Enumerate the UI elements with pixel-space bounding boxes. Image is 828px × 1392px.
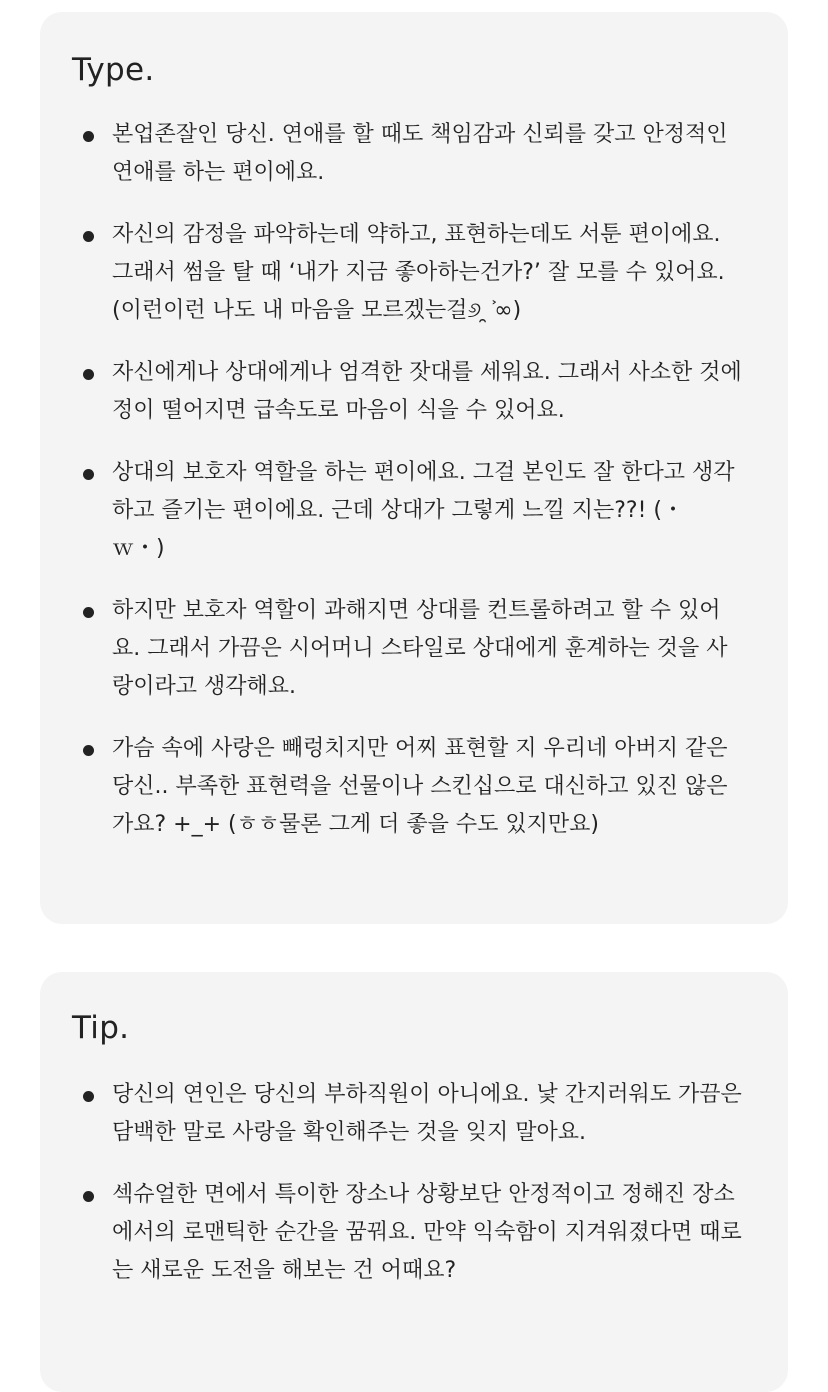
- list-item: [112, 354, 762, 430]
- type-title: Type.: [72, 52, 155, 88]
- bullet-icon: [83, 469, 94, 480]
- list-item-line: 본업존잘인 당신. 연애를 할 때도 책임감과 신뢰를 갖고 안정적인: [112, 122, 728, 147]
- list-item: [112, 1176, 762, 1290]
- list-item: [112, 454, 762, 568]
- type-card: [40, 12, 788, 924]
- list-item-line: 는 새로운 도전을 해보는 건 어때요?: [112, 1258, 457, 1283]
- bullet-icon: [83, 1191, 94, 1202]
- list-item: [112, 730, 762, 844]
- list-item-line: 당신.. 부족한 표현력을 선물이나 스킨십으로 대신하고 있진 않은: [112, 774, 728, 799]
- list-item-line: 연애를 하는 편이에요.: [112, 160, 325, 185]
- tip-card: [40, 972, 788, 1392]
- bullet-icon: [83, 369, 94, 380]
- list-item-line: 하지만 보호자 역할이 과해지면 상대를 컨트롤하려고 할 수 있어: [112, 598, 721, 623]
- list-item: [112, 592, 762, 706]
- list-item-line: 자신에게나 상대에게나 엄격한 잣대를 세워요. 그래서 사소한 것에: [112, 360, 742, 385]
- list-item-line: 담백한 말로 사랑을 확인해주는 것을 잊지 말아요.: [112, 1120, 586, 1145]
- bullet-icon: [83, 131, 94, 142]
- bullet-icon: [83, 607, 94, 618]
- bullet-icon: [83, 1091, 94, 1102]
- list-item-line: 요. 그래서 가끔은 시어머니 스타일로 상대에게 훈계하는 것을 사: [112, 636, 728, 661]
- list-item: [112, 216, 762, 330]
- list-item-line: 섹슈얼한 면에서 특이한 장소나 상황보단 안정적이고 정해진 장소: [112, 1182, 735, 1207]
- list-item-line: 자신의 감정을 파악하는데 약하고, 표현하는데도 서툰 편이에요.: [112, 222, 721, 247]
- list-item: [112, 1076, 762, 1152]
- list-item-line: 상대의 보호자 역할을 하는 편이에요. 그걸 본인도 잘 한다고 생각: [112, 460, 735, 485]
- list-item-line: 에서의 로맨틱한 순간을 꿈꿔요. 만약 익숙함이 지겨워졌다면 때로: [112, 1220, 742, 1245]
- bullet-icon: [83, 231, 94, 242]
- tip-title: Tip.: [72, 1010, 130, 1046]
- list-item: [112, 116, 762, 192]
- list-item-line: 가요? +_+ (ㅎㅎ물론 그게 더 좋을 수도 있지만요): [112, 812, 599, 837]
- list-item-line: ｗ・): [112, 536, 165, 561]
- list-item-line: 가슴 속에 사랑은 빼렁치지만 어찌 표현할 지 우리네 아버지 같은: [112, 736, 728, 761]
- list-item-line: 랑이라고 생각해요.: [112, 674, 297, 699]
- list-item-line: 하고 즐기는 편이에요. 근데 상대가 그렇게 느낄 지는??! (・: [112, 498, 684, 523]
- list-item-line: 당신의 연인은 당신의 부하직원이 아니에요. 낯 간지러워도 가끔은: [112, 1082, 742, 1107]
- list-item-line: 그래서 썸을 탈 때 ‘내가 지금 좋아하는건가?’ 잘 모를 수 있어요.: [112, 260, 725, 285]
- list-item-line: (이런이런 나도 내 마음을 모르겠는걸୬ ̯ ͐∞): [112, 298, 522, 323]
- bullet-icon: [83, 745, 94, 756]
- list-item-line: 정이 떨어지면 급속도로 마음이 식을 수 있어요.: [112, 398, 565, 423]
